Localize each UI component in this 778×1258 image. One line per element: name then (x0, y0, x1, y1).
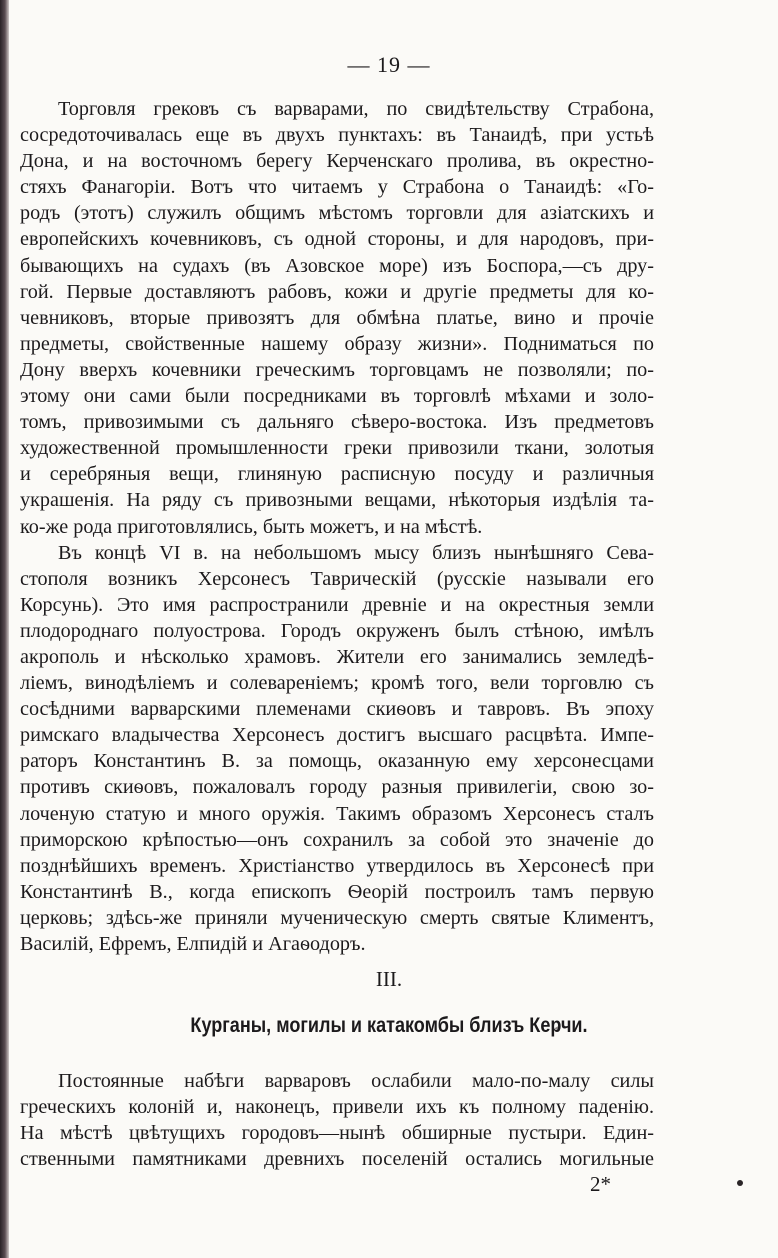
book-spine-shadow (0, 0, 9, 1258)
text-line: Дону вверхъ кочевники греческимъ торговцамъ не позволяли; по- (20, 358, 654, 381)
text-line: Василій, Ефремъ, Елпидій и Агаѳодоръ. (20, 933, 366, 955)
text-line: томъ, привозимыми съ дальняго сѣверо-востока. Изъ предметовъ (20, 411, 654, 434)
text-line: Дона, и на восточномъ берегу Керченскаго пролива, въ окрестно- (20, 150, 654, 173)
text-line: Корсунь). Это имя распространили древніе и на окрестныя земли (20, 593, 654, 616)
text-line: европейскихъ кочевниковъ, съ одной стороны, и для народовъ, при- (20, 228, 654, 251)
text-line: церковь; здѣсь-же приняли мученическую смерть святые Климентъ, (20, 906, 654, 929)
text-line: раторъ Константинъ В. за помощь, оказанную ему херсонесцами (20, 750, 654, 773)
text-line: греческихъ колоній и, наконецъ, привели ихъ къ полному паденію. (20, 1096, 654, 1119)
text-line: украшенія. На ряду съ привозными вещами, нѣкоторыя издѣлія та- (20, 489, 654, 512)
text-line: сосредоточивалась еще въ двухъ пунктахъ: въ Танаидѣ, при устьѣ (20, 124, 654, 147)
text-line: ственными памятниками древнихъ поселеній остались могильные (20, 1148, 654, 1171)
text-line: стополя возникъ Херсонесъ Таврическій (русскіе называли его (20, 567, 654, 590)
text-line: плодороднаго полуострова. Городъ окруженъ былъ стѣною, имѣлъ (20, 619, 654, 642)
section-heading: Курганы, могилы и катакомбы близъ Керчи. (190, 1014, 588, 1037)
text-line: бывающихъ на судахъ (въ Азовское море) изъ Боспора,—съ дру- (20, 254, 654, 277)
printer-signature-mark: 2* (590, 1172, 611, 1196)
text-line: и серебряныя вещи, глиняную расписную посуду и различныя (20, 463, 654, 486)
text-line: приморскою крѣпостью—онъ сохранилъ за собой это значеніе до (20, 828, 654, 851)
text-line: Постоянные набѣги варваровъ ослабили мало-по-малу силы (58, 1070, 654, 1092)
section-number: III. (375, 967, 403, 991)
text-line: Торговля грековъ съ варварами, по свидѣтельству Страбона, (58, 98, 654, 120)
page-number: — 19 — (347, 52, 431, 77)
text-line: римскаго владычества Херсонесъ достигъ высшаго расцвѣта. Импе- (20, 724, 654, 747)
text-line: ко-же рода приготовлялись, быть можетъ, и на мѣстѣ. (20, 515, 483, 538)
text-line: родъ (этотъ) служилъ общимъ мѣстомъ торговли для азіатскихъ и (20, 202, 654, 225)
ink-dot (737, 1180, 743, 1186)
text-line: этому они сами были посредниками въ торговлѣ мѣхами и золо- (20, 385, 654, 408)
text-line: На мѣстѣ цвѣтущихъ городовъ—нынѣ обширные пустыри. Един- (20, 1122, 654, 1145)
text-line: сосѣдними варварскими племенами скиѳовъ и тавровъ. Въ эпоху (20, 698, 654, 721)
paragraph-barbarian-raids (20, 1068, 654, 1172)
text-line: противъ скиѳовъ, пожаловалъ городу разныя привилегіи, свою зо- (20, 776, 654, 799)
text-line: Константинѣ В., когда епископъ Ѳеорій построилъ тамъ первую (20, 880, 654, 903)
text-line: Въ концѣ VI в. на небольшомъ мысу близъ нынѣшняго Сева- (58, 541, 654, 564)
text-line: художественной промышленности греки привозили ткани, золотыя (20, 437, 654, 460)
text-line: предметы, свойственные нашему образу жизни». Подниматься по (20, 332, 654, 355)
text-line: гой. Первые доставляютъ рабовъ, кожи и другіе предметы для ко- (20, 280, 654, 303)
text-line: лоченую статую и много оружія. Такимъ образомъ Херсонесъ сталъ (20, 802, 654, 825)
text-line: позднѣйшихъ временъ. Христіанство утвердилось въ Херсонесѣ при (20, 854, 654, 877)
text-line: ліемъ, винодѣліемъ и солевареніемъ; кромѣ того, вели торговлю съ (20, 672, 654, 695)
paragraph-trade-greeks (20, 96, 654, 957)
text-line: акрополь и нѣсколько храмовъ. Жители его занимались земледѣ- (20, 645, 654, 668)
text-line: стяхъ Фанагоріи. Вотъ что читаемъ у Страбона о Танаидѣ: «Го- (20, 176, 654, 199)
text-line: чевниковъ, вторые привозятъ для обмѣна платье, вино и прочіе (20, 306, 654, 329)
